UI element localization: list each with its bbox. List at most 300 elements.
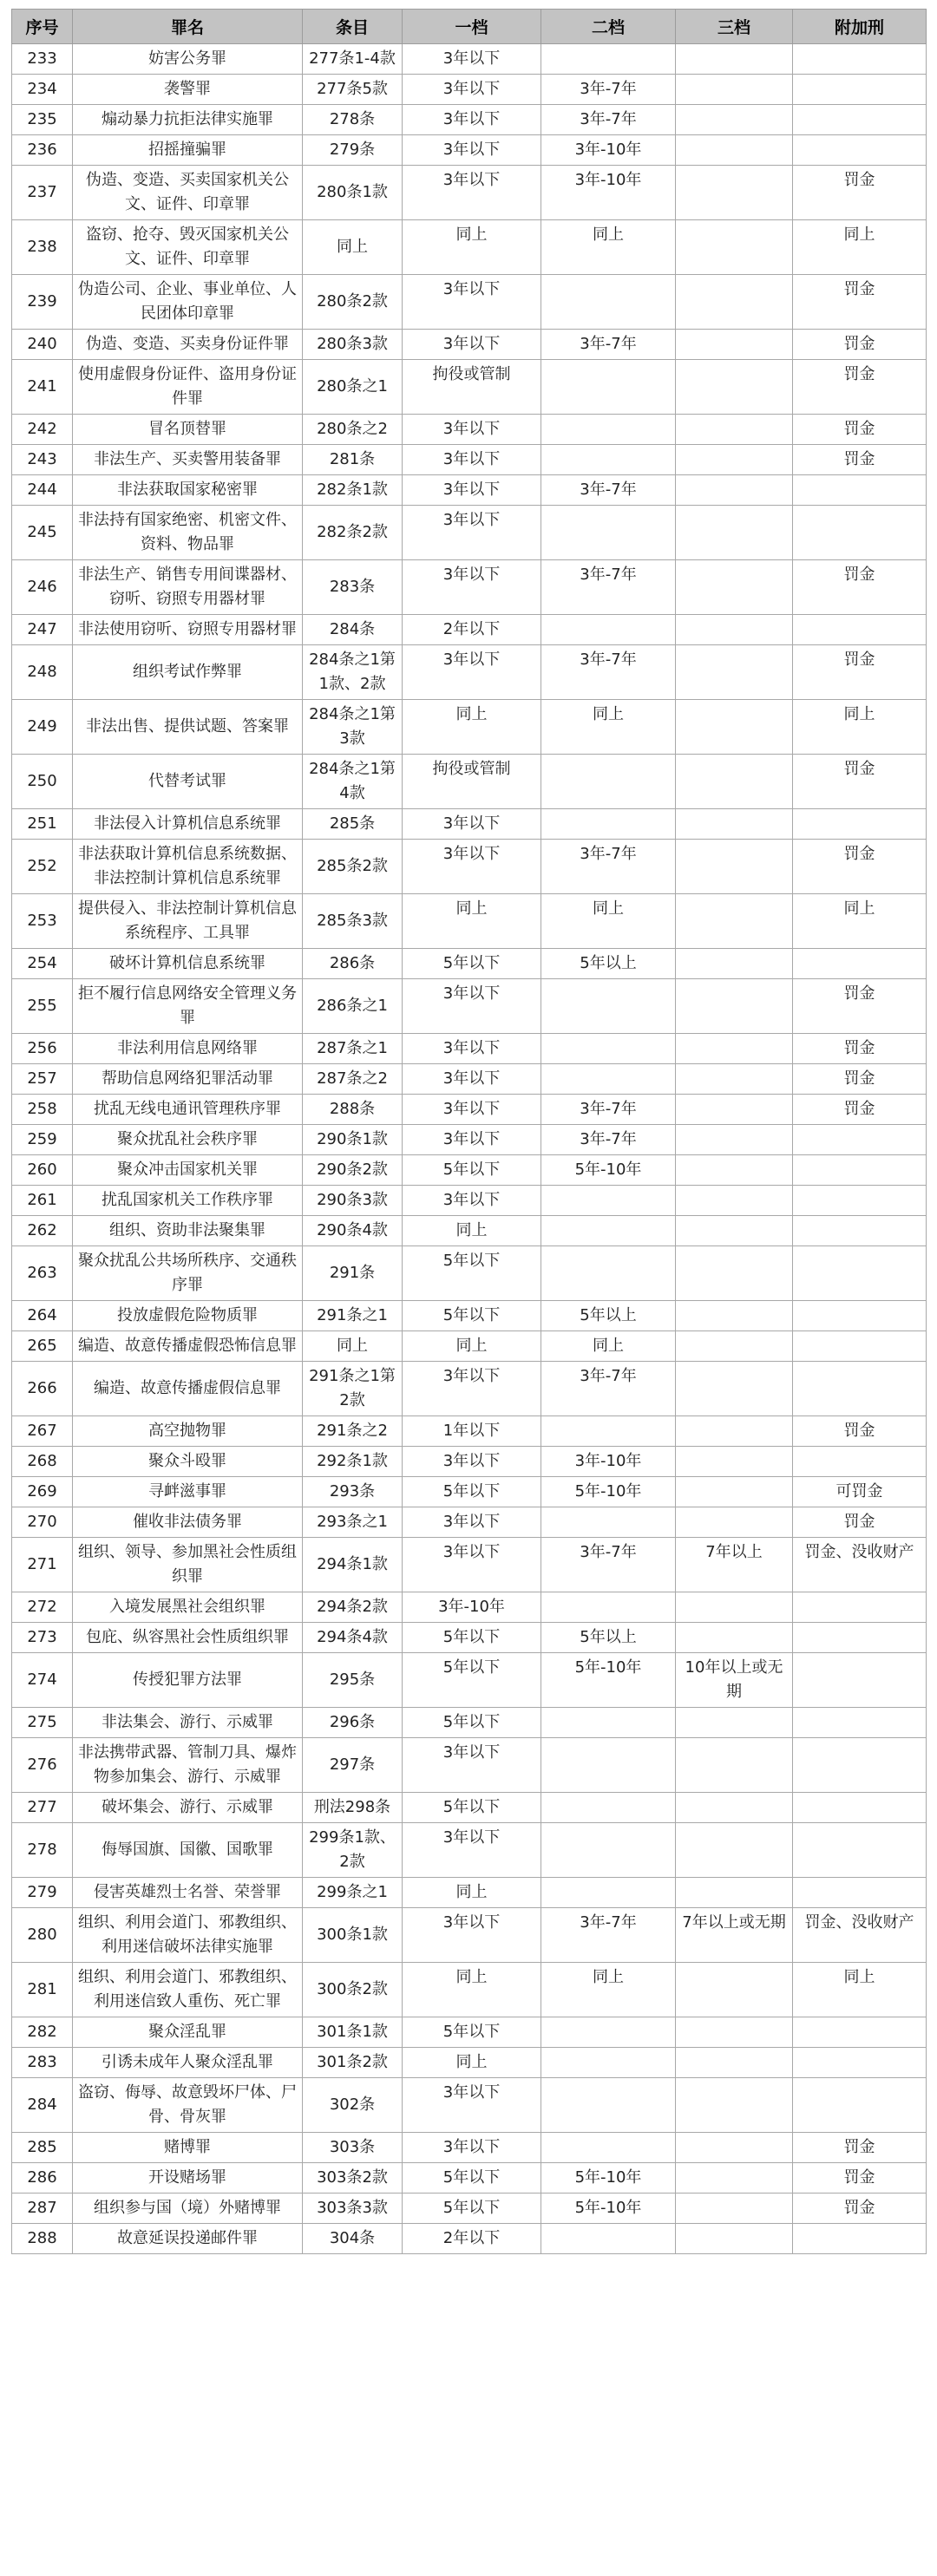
cell-crime-name: 聚众扰乱社会秩序罪 bbox=[73, 1125, 303, 1155]
cell-tier-3 bbox=[676, 1447, 793, 1477]
cell-additional-penalty bbox=[793, 615, 927, 645]
cell-tier-2: 3年-7年 bbox=[541, 1908, 676, 1963]
cell-seq: 279 bbox=[12, 1878, 73, 1908]
cell-tier-2: 3年-7年 bbox=[541, 75, 676, 105]
cell-crime-name: 侵害英雄烈士名誉、荣誉罪 bbox=[73, 1878, 303, 1908]
cell-crime-name: 编造、故意传播虚假恐怖信息罪 bbox=[73, 1331, 303, 1362]
table-row bbox=[12, 44, 927, 75]
table-row bbox=[12, 1095, 927, 1125]
table-row bbox=[12, 1216, 927, 1246]
cell-additional-penalty: 同上 bbox=[793, 1963, 927, 2017]
cell-tier-3 bbox=[676, 220, 793, 275]
cell-article: 286条之1 bbox=[303, 979, 403, 1034]
cell-additional-penalty bbox=[793, 2048, 927, 2078]
header-tier-1: 一档 bbox=[403, 10, 541, 44]
cell-tier-3 bbox=[676, 1878, 793, 1908]
cell-crime-name: 拒不履行信息网络安全管理义务罪 bbox=[73, 979, 303, 1034]
cell-additional-penalty bbox=[793, 1823, 927, 1878]
cell-tier-1: 同上 bbox=[403, 2048, 541, 2078]
cell-tier-1: 3年以下 bbox=[403, 1125, 541, 1155]
table-header bbox=[12, 10, 927, 44]
cell-crime-name: 聚众冲击国家机关罪 bbox=[73, 1155, 303, 1186]
cell-additional-penalty: 罚金 bbox=[793, 2133, 927, 2163]
table-row bbox=[12, 1186, 927, 1216]
cell-tier-2 bbox=[541, 979, 676, 1034]
cell-seq: 247 bbox=[12, 615, 73, 645]
cell-article: 302条 bbox=[303, 2078, 403, 2133]
cell-tier-1: 3年以下 bbox=[403, 2078, 541, 2133]
cell-article: 282条1款 bbox=[303, 475, 403, 506]
cell-additional-penalty bbox=[793, 105, 927, 135]
cell-tier-2: 5年-10年 bbox=[541, 1653, 676, 1708]
cell-tier-2 bbox=[541, 1246, 676, 1301]
cell-tier-1: 同上 bbox=[403, 220, 541, 275]
table-row bbox=[12, 2224, 927, 2254]
cell-article: 301条1款 bbox=[303, 2017, 403, 2048]
cell-seq: 245 bbox=[12, 506, 73, 560]
cell-additional-penalty bbox=[793, 2017, 927, 2048]
cell-crime-name: 非法携带武器、管制刀具、爆炸物参加集会、游行、示威罪 bbox=[73, 1738, 303, 1793]
cell-additional-penalty: 罚金 bbox=[793, 275, 927, 330]
cell-tier-2: 3年-7年 bbox=[541, 1095, 676, 1125]
cell-seq: 262 bbox=[12, 1216, 73, 1246]
table-row bbox=[12, 1064, 927, 1095]
cell-additional-penalty: 同上 bbox=[793, 700, 927, 755]
cell-tier-1: 3年以下 bbox=[403, 560, 541, 615]
cell-tier-3 bbox=[676, 809, 793, 840]
cell-tier-1: 3年以下 bbox=[403, 979, 541, 1034]
cell-seq: 266 bbox=[12, 1362, 73, 1416]
cell-article: 291条之1 bbox=[303, 1301, 403, 1331]
cell-additional-penalty bbox=[793, 1186, 927, 1216]
cell-tier-2: 3年-7年 bbox=[541, 1125, 676, 1155]
cell-article: 287条之2 bbox=[303, 1064, 403, 1095]
cell-tier-1: 2年以下 bbox=[403, 2224, 541, 2254]
cell-seq: 246 bbox=[12, 560, 73, 615]
table-row bbox=[12, 220, 927, 275]
cell-tier-3 bbox=[676, 2224, 793, 2254]
cell-seq: 249 bbox=[12, 700, 73, 755]
cell-crime-name: 组织、利用会道门、邪教组织、利用迷信致人重伤、死亡罪 bbox=[73, 1963, 303, 2017]
cell-additional-penalty bbox=[793, 1331, 927, 1362]
cell-tier-1: 3年以下 bbox=[403, 1538, 541, 1592]
cell-additional-penalty bbox=[793, 1155, 927, 1186]
cell-article: 294条2款 bbox=[303, 1592, 403, 1623]
cell-seq: 269 bbox=[12, 1477, 73, 1507]
cell-tier-1: 3年以下 bbox=[403, 415, 541, 445]
cell-seq: 271 bbox=[12, 1538, 73, 1592]
cell-tier-1: 3年以下 bbox=[403, 166, 541, 220]
cell-crime-name: 故意延误投递邮件罪 bbox=[73, 2224, 303, 2254]
table-row bbox=[12, 1477, 927, 1507]
cell-tier-2 bbox=[541, 2224, 676, 2254]
cell-article: 284条之1第3款 bbox=[303, 700, 403, 755]
table-row bbox=[12, 949, 927, 979]
cell-tier-2: 3年-10年 bbox=[541, 1447, 676, 1477]
cell-additional-penalty: 同上 bbox=[793, 894, 927, 949]
table-row bbox=[12, 1034, 927, 1064]
cell-crime-name: 组织、资助非法聚集罪 bbox=[73, 1216, 303, 1246]
cell-tier-1: 3年以下 bbox=[403, 1064, 541, 1095]
cell-additional-penalty: 罚金 bbox=[793, 330, 927, 360]
cell-seq: 287 bbox=[12, 2194, 73, 2224]
cell-additional-penalty bbox=[793, 475, 927, 506]
cell-crime-name: 非法持有国家绝密、机密文件、资料、物品罪 bbox=[73, 506, 303, 560]
cell-tier-2: 同上 bbox=[541, 894, 676, 949]
cell-additional-penalty: 罚金 bbox=[793, 2163, 927, 2194]
cell-crime-name: 代替考试罪 bbox=[73, 755, 303, 809]
cell-article: 300条2款 bbox=[303, 1963, 403, 2017]
header-article: 条目 bbox=[303, 10, 403, 44]
cell-tier-1: 3年以下 bbox=[403, 330, 541, 360]
cell-seq: 238 bbox=[12, 220, 73, 275]
cell-tier-3 bbox=[676, 700, 793, 755]
table-row bbox=[12, 2048, 927, 2078]
cell-tier-1: 3年以下 bbox=[403, 275, 541, 330]
cell-article: 286条 bbox=[303, 949, 403, 979]
cell-tier-3 bbox=[676, 615, 793, 645]
cell-article: 294条1款 bbox=[303, 1538, 403, 1592]
cell-additional-penalty bbox=[793, 1653, 927, 1708]
cell-seq: 283 bbox=[12, 2048, 73, 2078]
cell-tier-1: 5年以下 bbox=[403, 949, 541, 979]
cell-seq: 252 bbox=[12, 840, 73, 894]
cell-tier-3 bbox=[676, 1155, 793, 1186]
cell-tier-2 bbox=[541, 360, 676, 415]
cell-tier-3 bbox=[676, 1416, 793, 1447]
cell-article: 294条4款 bbox=[303, 1623, 403, 1653]
cell-tier-1: 拘役或管制 bbox=[403, 755, 541, 809]
cell-tier-2: 5年-10年 bbox=[541, 2163, 676, 2194]
cell-tier-2: 5年-10年 bbox=[541, 2194, 676, 2224]
cell-article: 303条3款 bbox=[303, 2194, 403, 2224]
cell-crime-name: 伪造、变造、买卖国家机关公文、证件、印章罪 bbox=[73, 166, 303, 220]
cell-tier-1: 3年以下 bbox=[403, 1034, 541, 1064]
cell-tier-1: 5年以下 bbox=[403, 1246, 541, 1301]
cell-article: 299条1款、2款 bbox=[303, 1823, 403, 1878]
cell-tier-2: 5年-10年 bbox=[541, 1155, 676, 1186]
cell-seq: 258 bbox=[12, 1095, 73, 1125]
cell-seq: 265 bbox=[12, 1331, 73, 1362]
cell-article: 277条1-4款 bbox=[303, 44, 403, 75]
cell-tier-1: 1年以下 bbox=[403, 1416, 541, 1447]
cell-article: 280条之2 bbox=[303, 415, 403, 445]
cell-crime-name: 使用虚假身份证件、盗用身份证件罪 bbox=[73, 360, 303, 415]
crime-penalty-table bbox=[11, 9, 927, 2254]
header-row bbox=[12, 10, 927, 44]
cell-tier-3 bbox=[676, 1592, 793, 1623]
cell-tier-1: 3年以下 bbox=[403, 1507, 541, 1538]
table-row bbox=[12, 1653, 927, 1708]
cell-tier-3 bbox=[676, 2017, 793, 2048]
cell-tier-2: 3年-7年 bbox=[541, 645, 676, 700]
cell-tier-1: 5年以下 bbox=[403, 1708, 541, 1738]
cell-additional-penalty: 罚金 bbox=[793, 645, 927, 700]
cell-tier-1: 3年以下 bbox=[403, 1823, 541, 1878]
cell-seq: 278 bbox=[12, 1823, 73, 1878]
cell-crime-name: 招摇撞骗罪 bbox=[73, 135, 303, 166]
cell-seq: 240 bbox=[12, 330, 73, 360]
cell-crime-name: 非法出售、提供试题、答案罪 bbox=[73, 700, 303, 755]
cell-crime-name: 盗窃、抢夺、毁灭国家机关公文、证件、印章罪 bbox=[73, 220, 303, 275]
cell-tier-1: 5年以下 bbox=[403, 1623, 541, 1653]
cell-tier-2 bbox=[541, 445, 676, 475]
table-row bbox=[12, 615, 927, 645]
cell-tier-1: 3年以下 bbox=[403, 44, 541, 75]
cell-tier-3 bbox=[676, 840, 793, 894]
cell-additional-penalty: 可罚金 bbox=[793, 1477, 927, 1507]
cell-tier-1: 3年以下 bbox=[403, 475, 541, 506]
cell-additional-penalty: 罚金 bbox=[793, 1095, 927, 1125]
cell-article: 刑法298条 bbox=[303, 1793, 403, 1823]
table-row bbox=[12, 700, 927, 755]
cell-tier-1: 2年以下 bbox=[403, 615, 541, 645]
cell-article: 290条4款 bbox=[303, 1216, 403, 1246]
table-row bbox=[12, 360, 927, 415]
cell-tier-3 bbox=[676, 506, 793, 560]
table-row bbox=[12, 2194, 927, 2224]
cell-additional-penalty: 罚金 bbox=[793, 1034, 927, 1064]
cell-tier-3 bbox=[676, 1708, 793, 1738]
cell-tier-3 bbox=[676, 475, 793, 506]
table-row bbox=[12, 1362, 927, 1416]
cell-tier-3 bbox=[676, 1125, 793, 1155]
cell-tier-2 bbox=[541, 2133, 676, 2163]
cell-additional-penalty bbox=[793, 1362, 927, 1416]
cell-additional-penalty bbox=[793, 1708, 927, 1738]
cell-article: 291条之2 bbox=[303, 1416, 403, 1447]
cell-article: 293条之1 bbox=[303, 1507, 403, 1538]
cell-crime-name: 催收非法债务罪 bbox=[73, 1507, 303, 1538]
cell-tier-1: 同上 bbox=[403, 1216, 541, 1246]
cell-tier-2 bbox=[541, 1216, 676, 1246]
table-row bbox=[12, 1708, 927, 1738]
table-row bbox=[12, 1878, 927, 1908]
cell-additional-penalty: 罚金、没收财产 bbox=[793, 1538, 927, 1592]
cell-tier-2 bbox=[541, 1592, 676, 1623]
cell-crime-name: 非法集会、游行、示威罪 bbox=[73, 1708, 303, 1738]
table-row bbox=[12, 1823, 927, 1878]
cell-tier-3: 10年以上或无期 bbox=[676, 1653, 793, 1708]
table-row bbox=[12, 1301, 927, 1331]
cell-tier-3 bbox=[676, 1963, 793, 2017]
cell-crime-name: 组织考试作弊罪 bbox=[73, 645, 303, 700]
cell-additional-penalty bbox=[793, 1793, 927, 1823]
cell-crime-name: 冒名顶替罪 bbox=[73, 415, 303, 445]
cell-tier-3 bbox=[676, 1064, 793, 1095]
cell-crime-name: 开设赌场罪 bbox=[73, 2163, 303, 2194]
cell-tier-3 bbox=[676, 2194, 793, 2224]
cell-tier-2: 3年-7年 bbox=[541, 560, 676, 615]
cell-article: 304条 bbox=[303, 2224, 403, 2254]
cell-tier-2 bbox=[541, 506, 676, 560]
table-row bbox=[12, 1246, 927, 1301]
cell-additional-penalty: 罚金 bbox=[793, 840, 927, 894]
cell-tier-3: 7年以上或无期 bbox=[676, 1908, 793, 1963]
cell-tier-3 bbox=[676, 330, 793, 360]
cell-seq: 280 bbox=[12, 1908, 73, 1963]
cell-tier-1: 3年以下 bbox=[403, 105, 541, 135]
cell-tier-1: 3年以下 bbox=[403, 75, 541, 105]
cell-seq: 277 bbox=[12, 1793, 73, 1823]
cell-tier-3 bbox=[676, 1362, 793, 1416]
cell-tier-3 bbox=[676, 1331, 793, 1362]
cell-article: 300条1款 bbox=[303, 1908, 403, 1963]
cell-crime-name: 扰乱国家机关工作秩序罪 bbox=[73, 1186, 303, 1216]
cell-seq: 267 bbox=[12, 1416, 73, 1447]
cell-crime-name: 伪造、变造、买卖身份证件罪 bbox=[73, 330, 303, 360]
cell-crime-name: 聚众扰乱公共场所秩序、交通秩序罪 bbox=[73, 1246, 303, 1301]
cell-tier-3 bbox=[676, 1738, 793, 1793]
table-row bbox=[12, 840, 927, 894]
cell-tier-1: 3年以下 bbox=[403, 1447, 541, 1477]
cell-tier-1: 3年-10年 bbox=[403, 1592, 541, 1623]
cell-article: 285条3款 bbox=[303, 894, 403, 949]
cell-tier-1: 3年以下 bbox=[403, 1095, 541, 1125]
cell-tier-3 bbox=[676, 1246, 793, 1301]
cell-tier-2: 5年以上 bbox=[541, 949, 676, 979]
cell-article: 280条之1 bbox=[303, 360, 403, 415]
cell-crime-name: 非法生产、销售专用间谍器材、窃听、窃照专用器材罪 bbox=[73, 560, 303, 615]
cell-seq: 272 bbox=[12, 1592, 73, 1623]
cell-tier-2 bbox=[541, 1823, 676, 1878]
cell-tier-1: 5年以下 bbox=[403, 1477, 541, 1507]
crime-penalty-table-container bbox=[11, 9, 926, 2254]
cell-crime-name: 非法使用窃听、窃照专用器材罪 bbox=[73, 615, 303, 645]
cell-additional-penalty: 罚金 bbox=[793, 1507, 927, 1538]
cell-tier-3 bbox=[676, 1034, 793, 1064]
cell-additional-penalty: 罚金 bbox=[793, 166, 927, 220]
cell-tier-2: 3年-7年 bbox=[541, 105, 676, 135]
table-row bbox=[12, 1125, 927, 1155]
cell-seq: 255 bbox=[12, 979, 73, 1034]
cell-tier-3 bbox=[676, 2133, 793, 2163]
table-row bbox=[12, 1507, 927, 1538]
table-row bbox=[12, 755, 927, 809]
cell-tier-3 bbox=[676, 2048, 793, 2078]
cell-tier-3 bbox=[676, 2163, 793, 2194]
cell-seq: 276 bbox=[12, 1738, 73, 1793]
cell-crime-name: 伪造公司、企业、事业单位、人民团体印章罪 bbox=[73, 275, 303, 330]
cell-article: 282条2款 bbox=[303, 506, 403, 560]
cell-additional-penalty: 罚金 bbox=[793, 979, 927, 1034]
cell-additional-penalty bbox=[793, 2224, 927, 2254]
cell-tier-1: 同上 bbox=[403, 1963, 541, 2017]
cell-seq: 285 bbox=[12, 2133, 73, 2163]
cell-article: 285条2款 bbox=[303, 840, 403, 894]
cell-seq: 264 bbox=[12, 1301, 73, 1331]
cell-crime-name: 聚众斗殴罪 bbox=[73, 1447, 303, 1477]
cell-crime-name: 包庇、纵容黑社会性质组织罪 bbox=[73, 1623, 303, 1653]
table-row bbox=[12, 1155, 927, 1186]
cell-seq: 275 bbox=[12, 1708, 73, 1738]
table-row bbox=[12, 2133, 927, 2163]
cell-crime-name: 高空抛物罪 bbox=[73, 1416, 303, 1447]
cell-article: 299条之1 bbox=[303, 1878, 403, 1908]
cell-crime-name: 袭警罪 bbox=[73, 75, 303, 105]
cell-tier-3 bbox=[676, 2078, 793, 2133]
cell-seq: 241 bbox=[12, 360, 73, 415]
table-row bbox=[12, 1416, 927, 1447]
table-row bbox=[12, 645, 927, 700]
cell-article: 278条 bbox=[303, 105, 403, 135]
cell-tier-1: 3年以下 bbox=[403, 506, 541, 560]
cell-seq: 253 bbox=[12, 894, 73, 949]
cell-article: 284条之1第4款 bbox=[303, 755, 403, 809]
table-row bbox=[12, 894, 927, 949]
cell-seq: 248 bbox=[12, 645, 73, 700]
cell-tier-3 bbox=[676, 1793, 793, 1823]
cell-seq: 233 bbox=[12, 44, 73, 75]
table-row bbox=[12, 445, 927, 475]
cell-article: 287条之1 bbox=[303, 1034, 403, 1064]
cell-seq: 242 bbox=[12, 415, 73, 445]
cell-seq: 254 bbox=[12, 949, 73, 979]
cell-additional-penalty bbox=[793, 506, 927, 560]
cell-tier-1: 3年以下 bbox=[403, 1186, 541, 1216]
table-row bbox=[12, 1623, 927, 1653]
cell-seq: 236 bbox=[12, 135, 73, 166]
cell-seq: 288 bbox=[12, 2224, 73, 2254]
cell-additional-penalty bbox=[793, 44, 927, 75]
cell-article: 293条 bbox=[303, 1477, 403, 1507]
cell-additional-penalty: 罚金 bbox=[793, 445, 927, 475]
cell-tier-3 bbox=[676, 949, 793, 979]
header-crime-name: 罪名 bbox=[73, 10, 303, 44]
cell-article: 280条1款 bbox=[303, 166, 403, 220]
cell-crime-name: 帮助信息网络犯罪活动罪 bbox=[73, 1064, 303, 1095]
cell-tier-3 bbox=[676, 1095, 793, 1125]
cell-tier-2: 同上 bbox=[541, 1963, 676, 2017]
table-row bbox=[12, 105, 927, 135]
cell-additional-penalty: 罚金 bbox=[793, 560, 927, 615]
cell-tier-3 bbox=[676, 75, 793, 105]
table-row bbox=[12, 275, 927, 330]
cell-article: 277条5款 bbox=[303, 75, 403, 105]
cell-additional-penalty bbox=[793, 1592, 927, 1623]
cell-crime-name: 非法侵入计算机信息系统罪 bbox=[73, 809, 303, 840]
cell-article: 291条之1第2款 bbox=[303, 1362, 403, 1416]
cell-tier-3 bbox=[676, 645, 793, 700]
cell-seq: 273 bbox=[12, 1623, 73, 1653]
table-row bbox=[12, 1331, 927, 1362]
cell-tier-1: 5年以下 bbox=[403, 2163, 541, 2194]
cell-additional-penalty: 罚金 bbox=[793, 1416, 927, 1447]
cell-crime-name: 盗窃、侮辱、故意毁坏尸体、尸骨、骨灰罪 bbox=[73, 2078, 303, 2133]
cell-article: 290条3款 bbox=[303, 1186, 403, 1216]
cell-crime-name: 侮辱国旗、国徽、国歌罪 bbox=[73, 1823, 303, 1878]
cell-seq: 270 bbox=[12, 1507, 73, 1538]
cell-tier-2: 3年-7年 bbox=[541, 1538, 676, 1592]
cell-seq: 243 bbox=[12, 445, 73, 475]
cell-additional-penalty bbox=[793, 135, 927, 166]
cell-tier-2: 同上 bbox=[541, 700, 676, 755]
cell-crime-name: 寻衅滋事罪 bbox=[73, 1477, 303, 1507]
cell-crime-name: 引诱未成年人聚众淫乱罪 bbox=[73, 2048, 303, 2078]
table-row bbox=[12, 166, 927, 220]
cell-tier-3 bbox=[676, 1507, 793, 1538]
cell-tier-1: 3年以下 bbox=[403, 1908, 541, 1963]
cell-tier-1: 5年以下 bbox=[403, 1793, 541, 1823]
table-row bbox=[12, 2078, 927, 2133]
cell-additional-penalty: 罚金 bbox=[793, 2194, 927, 2224]
cell-article: 301条2款 bbox=[303, 2048, 403, 2078]
cell-tier-2 bbox=[541, 809, 676, 840]
cell-seq: 251 bbox=[12, 809, 73, 840]
cell-tier-2: 3年-10年 bbox=[541, 135, 676, 166]
cell-crime-name: 聚众淫乱罪 bbox=[73, 2017, 303, 2048]
cell-article: 284条 bbox=[303, 615, 403, 645]
